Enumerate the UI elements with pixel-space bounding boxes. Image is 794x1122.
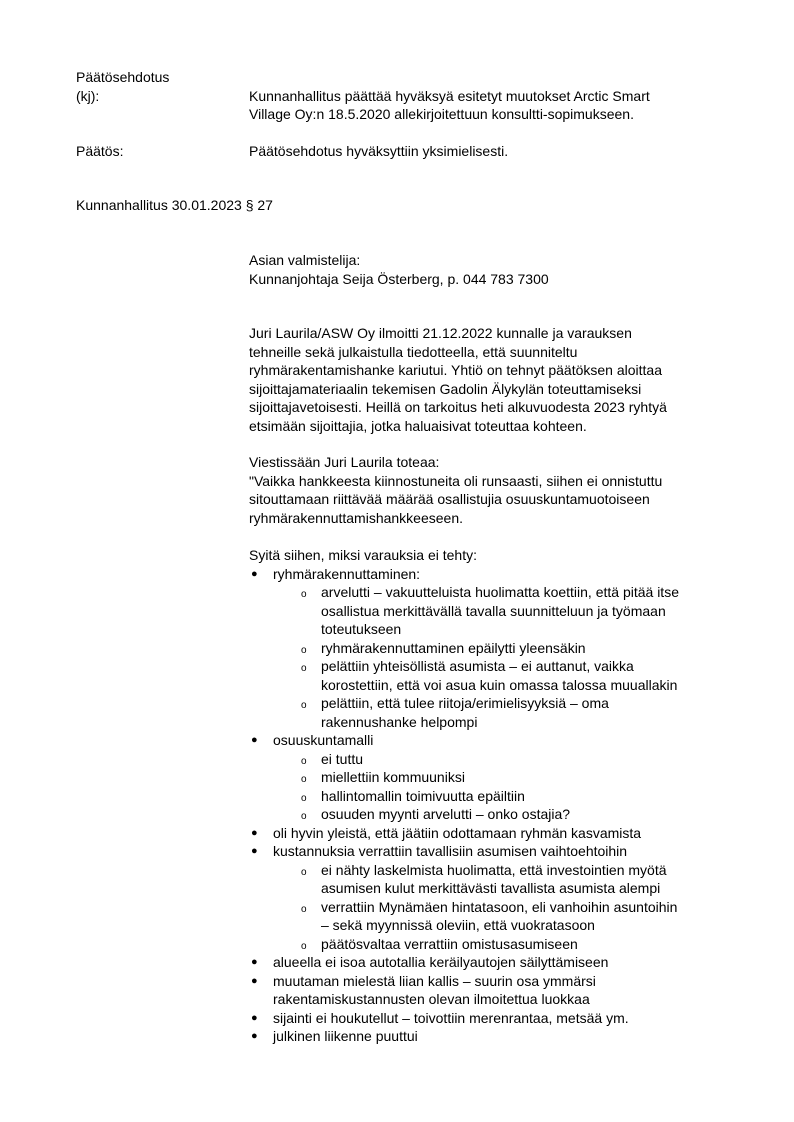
sub-list-item-text: hallintomallin toimivuutta epäiltiin (321, 787, 525, 804)
sub-bullet-icon: o (301, 644, 307, 656)
sub-list-item-text: ryhmärakennuttaminen epäilytti yleensäkin (321, 639, 586, 656)
preparer-label: Asian valmistelija: (249, 252, 361, 268)
sub-list-item-text: pelättiin, että tulee riitoja/erimielisyyksiä – oma (321, 695, 609, 711)
list-item-text: ryhmärakennuttaminen: (273, 565, 421, 582)
list-item-text: julkinen liikenne puuttui (273, 1028, 418, 1044)
list-item-text: rakentamiskustannusten olevan ilmoitettua luokkaa (273, 991, 590, 1007)
bullet-icon: ● (251, 734, 258, 746)
sub-bullet-icon: o (301, 700, 307, 711)
sub-list-item-text: – sekä myynnissä oleviin, että vuokratasoon (321, 917, 595, 933)
decision-proposal-text-2: Village Oy:n 18.5.2020 allekirjoitettuun konsultti-sopimukseen. (249, 106, 634, 122)
bullet-icon: ● (251, 567, 258, 580)
meeting-header: Kunnanhallitus 30.01.2023 § 27 (76, 197, 273, 213)
sub-list-item-text: ei tuttu (321, 750, 364, 767)
sub-list-item-text: pelättiin yhteisöllistä asumista – ei auttanut, vaikka (321, 658, 634, 674)
sub-list-item-text: asumisen kulut merkittävästi tavallista asumista alempi (321, 880, 661, 896)
bullet-icon: ● (251, 845, 258, 857)
list-item-text: alueella ei isoa autotallia keräilyautojen säilyttämiseen (273, 954, 609, 970)
sub-list-item-text: miellettiin kommuuniksi (321, 769, 465, 785)
decision-proposal-label-1: Päätösehdotus (76, 69, 170, 85)
list-item-text: oli hyvin yleistä, että jäätiin odottamaan ryhmän kasvamista (273, 824, 642, 841)
intro-line: etsimään sijoittajia, jotka haluaisivat toteuttaa kohteen. (249, 417, 587, 434)
sub-list-item-text: arvelutti – vakuutteluista huolimatta koettiin, että pitää itse (321, 584, 679, 600)
reasons-heading: Syitä siihen, miksi varauksia ei tehty: (249, 547, 477, 563)
intro-line: Juri Laurila/ASW Oy ilmoitti 21.12.2022 kunnalle ja varauksen (249, 325, 632, 341)
decision-proposal-label-2: (kj): (76, 87, 100, 104)
sub-list-item-text: korostettiin, että voi asua kuin omassa talossa muuallakin (321, 676, 678, 693)
quote-line: "Vaikka hankkeesta kiinnostuneita oli runsaasti, siihen ei onnistuttu (249, 472, 663, 489)
sub-bullet-icon: o (301, 811, 307, 822)
sub-list-item-text: toteutukseen (321, 621, 402, 637)
sub-bullet-icon: o (301, 755, 307, 767)
bullet-icon: ● (251, 1030, 258, 1042)
sub-bullet-icon: o (301, 866, 307, 878)
sub-bullet-icon: o (301, 589, 307, 600)
quote-line: sitouttamaan riittävää määrää osallistujia osuuskuntamuotoiseen (249, 491, 650, 507)
sub-bullet-icon: o (301, 774, 307, 785)
list-item-text: sijainti ei houkutellut – toivottiin merenrantaa, metsää ym. (273, 1009, 629, 1026)
quote-line: ryhmärakennuttamishankkeeseen. (249, 509, 464, 526)
bullet-icon: ● (251, 956, 258, 968)
bullet-icon: ● (251, 826, 258, 839)
intro-line: tehneille sekä julkaistulla tiedotteella, että suunniteltu (249, 343, 578, 360)
sub-bullet-icon: o (301, 663, 307, 674)
list-item-text: muutaman mielestä liian kallis – suurin osa ymmärsi (273, 972, 596, 989)
sub-bullet-icon: o (301, 792, 307, 804)
preparer-name: Kunnanjohtaja Seija Österberg, p. 044 783 7300 (249, 270, 549, 287)
decision-text: Päätösehdotus hyväksyttiin yksimielisesti. (249, 143, 509, 159)
sub-bullet-icon: o (301, 940, 307, 952)
sub-list-item-text: osallistua merkittävällä tavalla suunnitteluun ja työmaan (321, 602, 666, 619)
sub-list-item-text: rakennushanke helpompi (321, 713, 478, 730)
sub-list-item-text: päätösvaltaa verrattiin omistusasumiseen (321, 935, 578, 952)
sub-list-item-text: ei nähty laskelmista huolimatta, että investointien myötä (321, 861, 667, 878)
sub-list-item-text: verrattiin Mynämäen hintatasoon, eli vanhoihin asuntoihin (321, 898, 678, 915)
intro-line: sijoittajamateriaalin tekemisen Gadolin Älykylän toteuttamiseksi (249, 380, 642, 397)
bullet-icon: ● (251, 1011, 258, 1024)
sub-bullet-icon: o (301, 903, 307, 915)
intro-line: ryhmärakentamishanke kariutui. Yhtiö on tehnyt päätöksen aloittaa (249, 362, 662, 378)
list-item-text: kustannuksia verrattiin tavallisiin asumisen vaihtoehtoihin (273, 843, 628, 859)
sub-list-item-text: osuuden myynti arvelutti – onko ostajia? (321, 806, 571, 822)
bullet-icon: ● (251, 974, 258, 987)
intro-line: sijoittajavetoisesti. Heillä on tarkoitus heti alkuvuodesta 2023 ryhtyä (249, 399, 667, 415)
list-item-text: osuuskuntamalli (273, 732, 374, 748)
decision-proposal-text-1: Kunnanhallitus päättää hyväksyä esitetyt muutokset Arctic Smart (249, 87, 650, 104)
quote-line: Viestissään Juri Laurila toteaa: (249, 454, 440, 470)
decision-label: Päätös: (76, 143, 124, 159)
